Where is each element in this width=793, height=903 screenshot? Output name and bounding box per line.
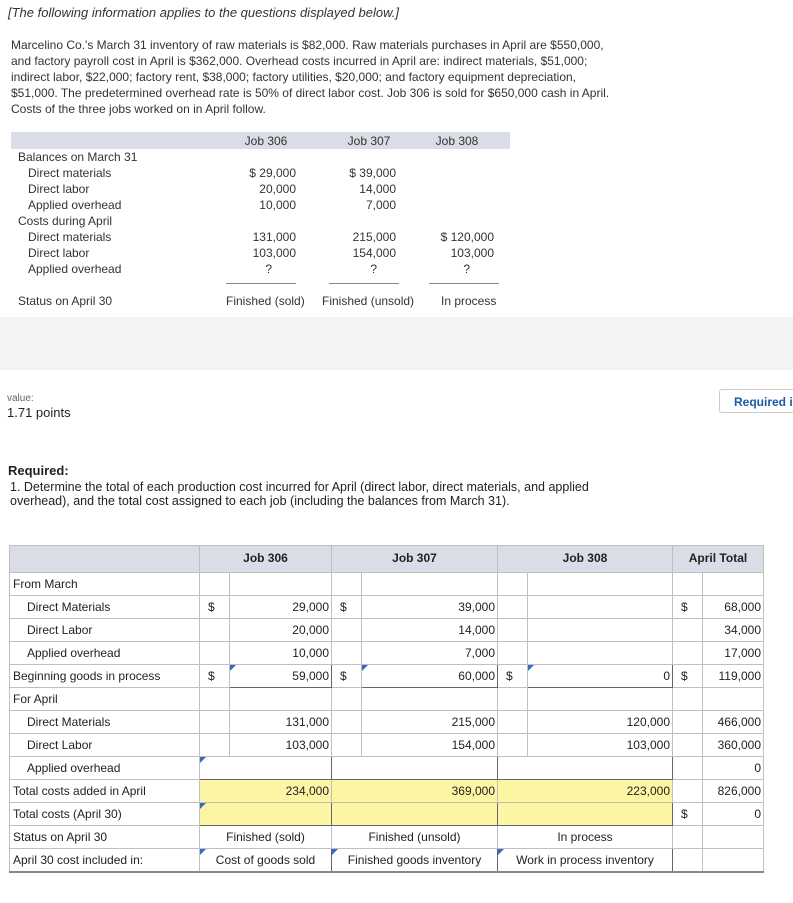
select-job306-account[interactable]: Cost of goods sold: [200, 849, 332, 872]
given-row-label: Direct labor: [28, 182, 90, 196]
given-cell: ?: [463, 262, 470, 276]
row-label: Applied overhead: [10, 757, 200, 780]
cell-total-march-dl: 34,000: [703, 619, 764, 642]
cell-job306-march-dm: 29,000: [230, 596, 332, 619]
cell-job307-march-oh: 7,000: [362, 642, 498, 665]
input-job307-total-costs[interactable]: [332, 803, 498, 826]
given-cell: $ 120,000: [440, 230, 494, 244]
row-label: Direct Labor: [10, 734, 200, 757]
row-label: Total costs added in April: [10, 780, 200, 803]
given-row-label: Applied overhead: [28, 198, 122, 212]
answer-header-april-total: April Total: [673, 546, 764, 573]
given-row-label: Direct labor: [28, 246, 90, 260]
cell-job307-total-added: 369,000: [332, 780, 498, 803]
status-job308: In process: [498, 826, 673, 849]
given-cell: $ 39,000: [349, 166, 396, 180]
given-underline: [429, 283, 499, 284]
cell-total-costs: 0: [703, 803, 764, 826]
given-header-job307: Job 307: [347, 134, 391, 148]
cell-job307-march-dm: 39,000: [362, 596, 498, 619]
row-label-for-april: For April: [10, 688, 200, 711]
given-cell: 103,000: [252, 246, 296, 260]
given-cell: 10,000: [259, 198, 296, 212]
given-row-label: Direct materials: [28, 230, 112, 244]
cell-job306-march-oh: 10,000: [230, 642, 332, 665]
intro-text: Marcelino Co.'s March 31 inventory of raw materials is $82,000. Raw materials purchases in April are $550,000, and factory payroll cost in April is $362,000. Overhead costs incurred in April are: indirect materials, $51,000; indirect labor, $22,000; factory rent, $38,000; factory utilities, $20,000; and factory equipment depreciation, $51,000. The predetermined overhead rate is 50% of direct labor cost. Job 306 is sold for $650,000 cash in April. Costs of the three jobs worked on in April follow.: [11, 38, 610, 116]
cell-total-march-oh: 17,000: [703, 642, 764, 665]
given-status-label: Status on April 30: [18, 294, 113, 308]
given-section-april: Costs during April: [18, 214, 113, 228]
cell-job307-april-dm: 215,000: [362, 711, 498, 734]
given-cell: ?: [265, 262, 272, 276]
answer-header-job307: Job 307: [332, 546, 498, 573]
input-job308-beginning-wip[interactable]: 0: [528, 665, 673, 688]
row-label: Beginning goods in process: [10, 665, 200, 688]
value-label: value:: [7, 393, 34, 404]
input-job306-beginning-wip[interactable]: 59,000: [230, 665, 332, 688]
input-job306-applied-overhead[interactable]: [200, 757, 332, 780]
row-label: Direct Labor: [10, 619, 200, 642]
cell-job307-april-dl: 154,000: [362, 734, 498, 757]
given-header-job306: Job 306: [244, 134, 288, 148]
cell-job306-april-dl: 103,000: [230, 734, 332, 757]
input-job307-applied-overhead[interactable]: [332, 757, 498, 780]
answer-table: [9, 545, 764, 873]
given-cell: 131,000: [252, 230, 296, 244]
required-info-button[interactable]: Required i: [719, 389, 793, 413]
given-cell: 14,000: [359, 182, 396, 196]
answer-header-job308: Job 308: [498, 546, 673, 573]
given-row-label: Direct materials: [28, 166, 112, 180]
given-section-march: Balances on March 31: [18, 150, 138, 164]
dollar-sign: $: [673, 596, 703, 619]
dollar-sign: $: [673, 803, 703, 826]
given-cell: 215,000: [352, 230, 396, 244]
cell-job306-march-dl: 20,000: [230, 619, 332, 642]
row-label: Direct Materials: [10, 711, 200, 734]
cell-total-added: 826,000: [703, 780, 764, 803]
dollar-sign: $: [498, 665, 528, 688]
status-job306: Finished (sold): [200, 826, 332, 849]
given-cell: 20,000: [259, 182, 296, 196]
required-title: Required:: [8, 463, 69, 478]
given-cell: 154,000: [352, 246, 396, 260]
row-label-status: Status on April 30: [10, 826, 200, 849]
input-job308-total-costs[interactable]: [498, 803, 673, 826]
answer-header-blank: [10, 546, 200, 573]
points-value: 1.71 points: [7, 405, 71, 420]
cell-total-march-dm: 68,000: [703, 596, 764, 619]
row-label: Applied overhead: [10, 642, 200, 665]
select-job308-account[interactable]: Work in process inventory: [498, 849, 673, 872]
cell-total-april-dl: 360,000: [703, 734, 764, 757]
select-job307-account[interactable]: Finished goods inventory: [332, 849, 498, 872]
given-underline: [329, 283, 399, 284]
cell-total-april-oh: 0: [703, 757, 764, 780]
dollar-sign: $: [200, 596, 230, 619]
answer-header-job306: Job 306: [200, 546, 332, 573]
input-job307-beginning-wip[interactable]: 60,000: [362, 665, 498, 688]
given-row-label: Applied overhead: [28, 262, 122, 276]
cell-job306-total-added: 234,000: [200, 780, 332, 803]
given-cell: 7,000: [365, 198, 396, 212]
given-status-job307: Finished (unsold): [322, 294, 415, 308]
input-job308-applied-overhead[interactable]: [498, 757, 673, 780]
row-label: Total costs (April 30): [10, 803, 200, 826]
dollar-sign: $: [332, 665, 362, 688]
cell-job308-april-dm: 120,000: [528, 711, 673, 734]
spacer-panel: [0, 317, 793, 370]
cell-total-april-dm: 466,000: [703, 711, 764, 734]
cell-total-beginning-wip: 119,000: [703, 665, 764, 688]
given-status-job308: In process: [441, 294, 497, 308]
dollar-sign: $: [673, 665, 703, 688]
given-status-job306: Finished (sold): [226, 294, 305, 308]
input-job306-total-costs[interactable]: [200, 803, 332, 826]
status-job307: Finished (unsold): [332, 826, 498, 849]
required-text: 1. Determine the total of each production cost incurred for April (direct labor, direct materials, and applied overhead), and the total cost assigned to each job (including the balances from March 31).: [10, 480, 589, 508]
given-underline: [226, 283, 296, 284]
row-label-included: April 30 cost included in:: [10, 849, 200, 872]
cell-job308-april-dl: 103,000: [528, 734, 673, 757]
given-cell: 103,000: [450, 246, 494, 260]
cell-job306-april-dm: 131,000: [230, 711, 332, 734]
dollar-sign: $: [332, 596, 362, 619]
given-cell: $ 29,000: [249, 166, 296, 180]
given-header-job308: Job 308: [435, 134, 479, 148]
given-cell: ?: [370, 262, 377, 276]
cell-job307-march-dl: 14,000: [362, 619, 498, 642]
cell-job308-total-added: 223,000: [498, 780, 673, 803]
dollar-sign: $: [200, 665, 230, 688]
row-label: Direct Materials: [10, 596, 200, 619]
row-label-from-march: From March: [10, 573, 200, 596]
intro-heading: [The following information applies to the questions displayed below.]: [8, 5, 399, 20]
